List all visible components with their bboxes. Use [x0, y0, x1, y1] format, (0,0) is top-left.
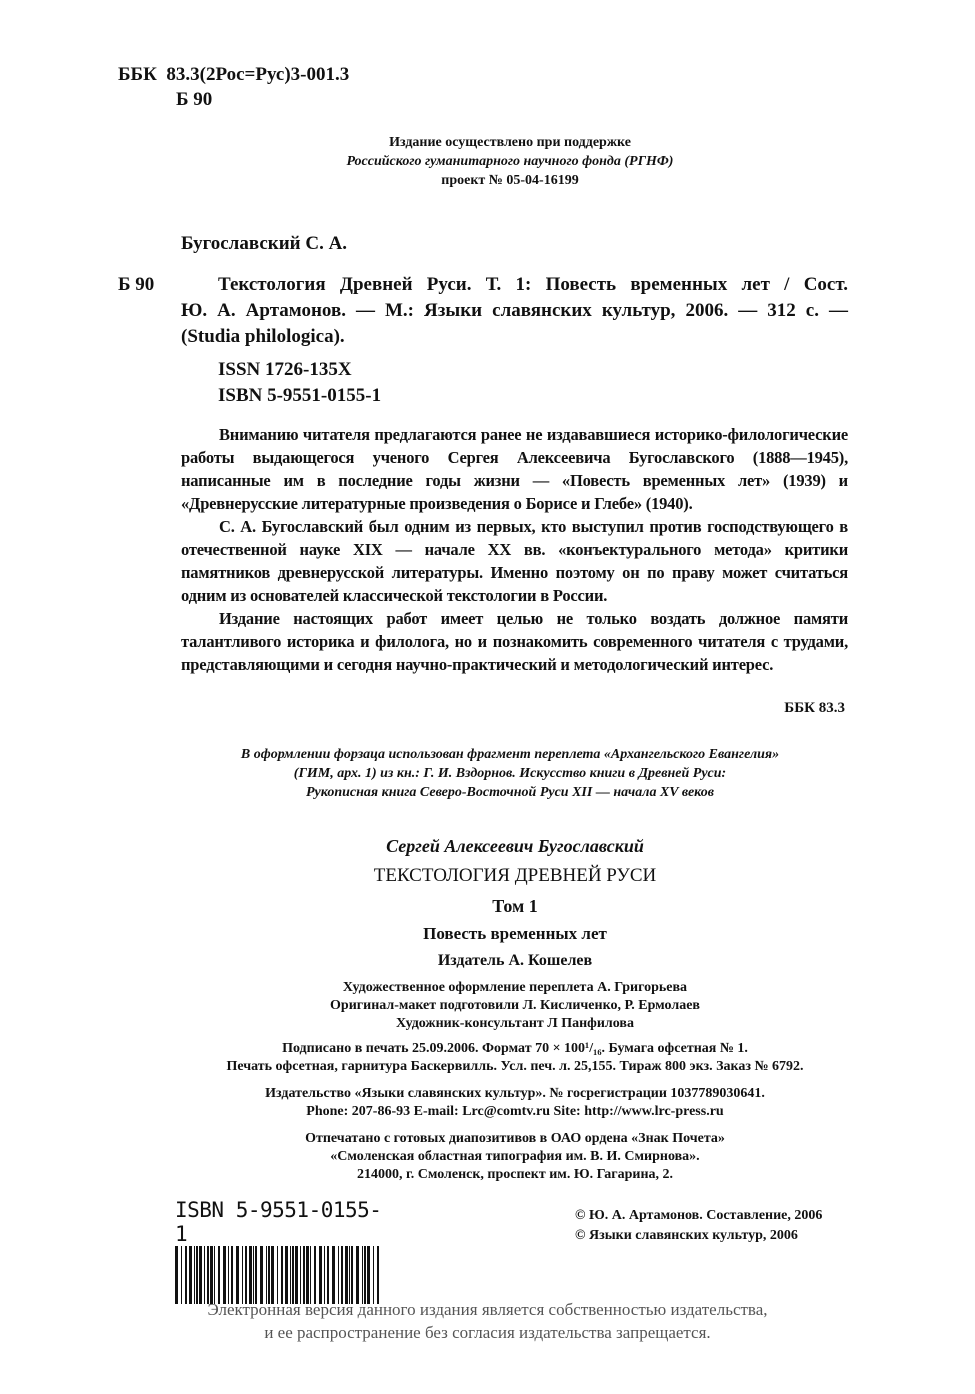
barcode-bar [332, 1246, 335, 1304]
imprint-author: Сергей Алексеевич Бугославский [386, 836, 644, 856]
barcode-bar [242, 1246, 243, 1304]
print-info [150, 1040, 880, 1184]
imprint [165, 832, 865, 1033]
imprint-title: ТЕКСТОЛОГИЯ ДРЕВНЕЙ РУСИ [373, 865, 657, 886]
abstract-paragraph: С. А. Бугославский был одним из первых, кто выступил против господствующего в отечественной науке XIX — начале XX вв. «конъектурального метода» критики памятников древнерусской литературы. Именно поэтому он по праву может считаться одним из основателей классической текстологии в России. [181, 517, 848, 605]
printer-line: Отпечатано с готовых диапозитивов в ОАО ордена «Знак Почета» [305, 1131, 725, 1146]
barcode-bar [327, 1246, 329, 1304]
abstract-paragraph: Издание настоящих работ имеет целью не только воздать должное памяти талантливого историка и филолога, но и познакомить современного читателя с трудами, представляющими и сегодня научно-практический и методологический интерес. [181, 609, 848, 674]
barcode-bar [306, 1246, 309, 1304]
barcode-bar [310, 1246, 311, 1304]
entry-mark: Б 90 [118, 274, 155, 295]
barcode-bar [364, 1246, 366, 1304]
barcode-bar [303, 1246, 305, 1304]
barcode-bar [349, 1246, 350, 1304]
isbn: ISBN 5-9551-0155-1 [218, 385, 382, 406]
barcode-bar [362, 1246, 363, 1304]
barcode-bar [185, 1246, 187, 1304]
barcode-bar [292, 1246, 294, 1304]
barcode-bar [341, 1246, 343, 1304]
barcode-bar [271, 1246, 274, 1304]
support-line: Издание осуществлено при поддержке [389, 135, 631, 150]
print-line: Печать офсетная, гарнитура Баскервилль. Усл. печ. л. 25,155. Тираж 800 экз. Заказ № 6792. [226, 1059, 804, 1074]
copyright-line: © Языки славянских культур, 2006 [575, 1228, 798, 1243]
barcode-bar [260, 1246, 263, 1304]
author-heading: Бугославский С. А. [181, 233, 348, 254]
bbk-header [118, 62, 349, 112]
barcode-bar [351, 1246, 353, 1304]
barcode-bar [204, 1246, 205, 1304]
support-line: проект № 05-04-16199 [441, 173, 579, 188]
bbk-code: 83.3(2Рос=Рус)3-001.3 [166, 64, 350, 85]
barcode-bar [300, 1246, 301, 1304]
printer-line: 214000, г. Смоленск, проспект им. Ю. Гагарина, 2. [356, 1167, 674, 1182]
entry-line: Ю. А. Артамонов. — М.: Языки славянских культур, 2006. — 312 с. — [181, 300, 848, 321]
publisher-line: Издательство «Языки славянских культур». № госрегистрации 1037789030641. [265, 1086, 765, 1101]
entry-line: Текстология Древней Руси. Т. 1: Повесть временных лет / Сост. [218, 274, 848, 295]
endpaper-note [180, 745, 840, 802]
abstract-paragraph: Вниманию читателя предлагаются ранее не издававшиеся историко-филологические работы выдающегося ученого Сергея Алексеевича Бугославского (1888—1945), написанные им в последние годы жизни — «Повесть временных лет» (1939) и «Древнерусские литературные произведения о Борисе и Глебе» (1940). [181, 425, 848, 513]
barcode-bar [295, 1246, 298, 1304]
author-mark: Б 90 [176, 89, 213, 110]
barcode-bar [356, 1246, 359, 1304]
copyright-line: © Ю. А. Артамонов. Составление, 2006 [575, 1208, 823, 1223]
barcode-bar [345, 1246, 348, 1304]
print-line: Подписано в печать 25.09.2006. Формат 70 × 100¹/₁₆. Бумага офсетная № 1. [282, 1041, 748, 1056]
printer-line: «Смоленская областная типография им. В. И. Смирнова». [330, 1149, 700, 1164]
barcode-bar [181, 1246, 182, 1304]
barcode-bar [319, 1246, 322, 1304]
credit-line: Художник-консультант Л Панфилова [396, 1016, 634, 1031]
abstract [181, 423, 848, 676]
identifiers [218, 357, 381, 409]
issn: ISSN 1726-135X [218, 359, 352, 380]
barcode-bar [223, 1246, 226, 1304]
barcode-bar [377, 1246, 379, 1304]
barcode-bar [268, 1246, 270, 1304]
barcode-bar [324, 1246, 325, 1304]
barcode-bar [277, 1246, 278, 1304]
barcode-bar [266, 1246, 267, 1304]
imprint-subtitle: Повесть временных лет [423, 924, 607, 943]
barcode-bar [196, 1246, 198, 1304]
barcode-bar [194, 1246, 195, 1304]
barcode-bar [290, 1246, 291, 1304]
barcode-bar [255, 1246, 257, 1304]
footer-line: Электронная версия данного издания является собственностью издательства, [207, 1300, 768, 1319]
publisher-line: Phone: 207-86-93 E-mail: Lrc@comtv.ru Site: http://www.lrc-press.ru [306, 1104, 724, 1119]
barcode-bar [281, 1246, 283, 1304]
barcode-bar [175, 1246, 178, 1304]
bbk-short: ББК 83.3 [784, 700, 845, 716]
bibliographic-entry [181, 272, 848, 350]
note-line: В оформлении форзаца использован фрагмент переплета «Архангельского Евангелия» [240, 747, 780, 762]
barcode-bar [189, 1246, 192, 1304]
barcode-bar [367, 1246, 370, 1304]
copyright [575, 1206, 822, 1246]
barcode-bar [231, 1246, 233, 1304]
footer-notice [100, 1298, 875, 1344]
imprint-publisher: Издатель А. Кошелев [437, 952, 593, 969]
barcode-bar [338, 1246, 339, 1304]
barcode-bar [218, 1246, 220, 1304]
credit-line: Художественное оформление переплета А. Григорьева [342, 980, 688, 995]
barcode-bar [228, 1246, 229, 1304]
support-note [260, 133, 760, 190]
barcode-bar [245, 1246, 247, 1304]
barcode-bar [373, 1246, 374, 1304]
support-line: Российского гуманитарного научного фонда (РГНФ) [346, 154, 674, 169]
barcode-bar [236, 1246, 239, 1304]
barcode-bar [210, 1246, 213, 1304]
imprint-volume: Том 1 [492, 896, 538, 916]
footer-line: и ее распространение без согласия издательства запрещается. [264, 1323, 711, 1342]
barcode-image [175, 1246, 390, 1304]
bbk-label: ББК [118, 64, 157, 85]
barcode-isbn-text: ISBN 5-9551-0155-1 [175, 1198, 382, 1246]
entry-line: (Studia philologica). [181, 326, 345, 347]
barcode-bar [207, 1246, 209, 1304]
barcode-bar [285, 1246, 288, 1304]
note-line: Рукописная книга Северо-Восточной Руси XII — начала XV веков [306, 785, 714, 800]
note-line: (ГИМ, арх. 1) из кн.: Г. И. Вздорнов. Искусство книги в Древней Руси: [293, 766, 727, 781]
barcode-bar [314, 1246, 316, 1304]
isbn-barcode [175, 1198, 390, 1304]
barcode-bar [249, 1246, 252, 1304]
credit-line: Оригинал-макет подготовили Л. Кисличенко, Р. Ермолаев [330, 998, 700, 1013]
barcode-bar [199, 1246, 202, 1304]
barcode-bar [214, 1246, 215, 1304]
barcode-bar [253, 1246, 254, 1304]
